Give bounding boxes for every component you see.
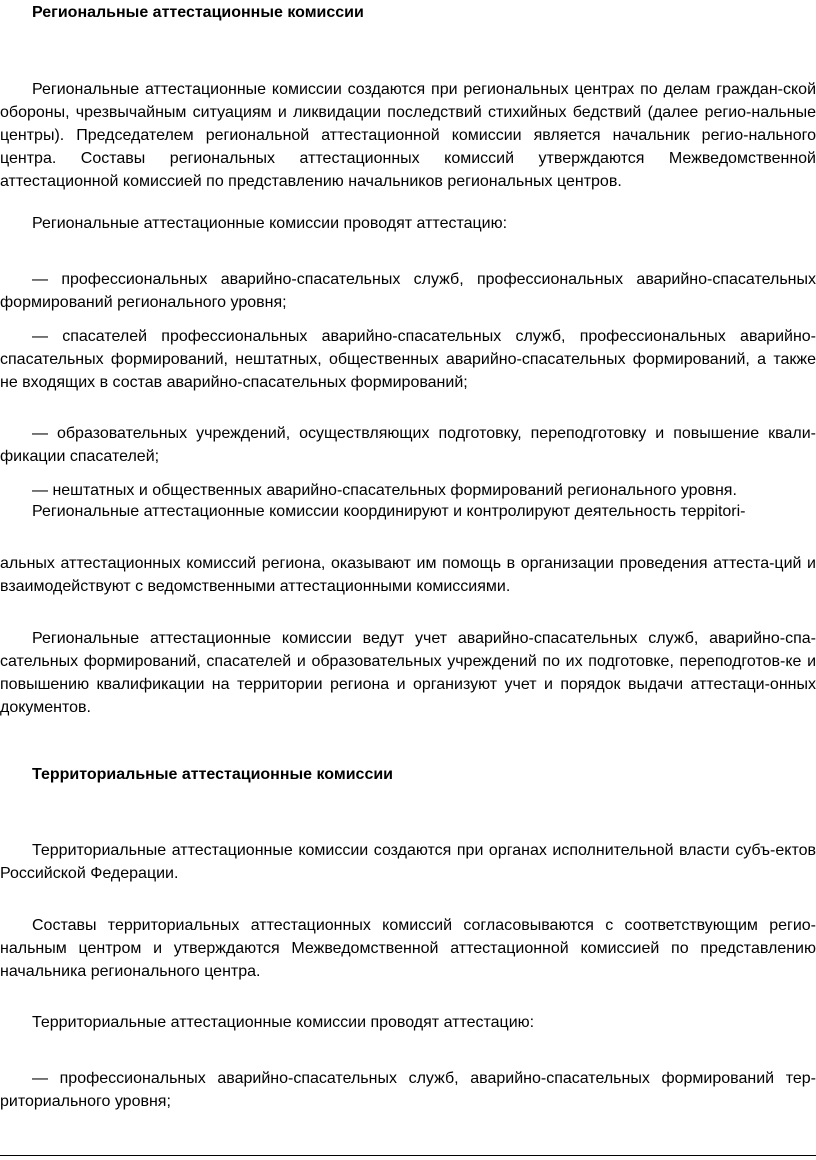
list-item-text: — профессиональных аварийно-спасательных служб, профессиональных аварийно-спасательных формирований регионального уровня; <box>0 271 816 311</box>
paragraph-regional-creation <box>0 78 816 193</box>
paragraph-text: альных аттестационных комиссий региона, оказывают им помощь в организации проведения аттеста-ций и взаимодействуют с ведомственными аттестационными комиссиями. <box>0 555 816 595</box>
paragraph-territorial-composition <box>0 914 816 983</box>
paragraph-territorial-creation <box>0 839 816 885</box>
paragraph-text: Территориальные аттестационные комиссии создаются при органах исполнительной власти субъ-ектов Российской Федерации. <box>0 842 816 882</box>
paragraph-regional-coordination-start <box>0 500 816 523</box>
list-item-regional-4 <box>0 479 816 502</box>
paragraph-territorial-attest-intro <box>0 1011 816 1034</box>
list-item-text: — нештатных и общественных аварийно-спасательных формирований регионального уровня. <box>32 482 737 499</box>
paragraph-text: Территориальные аттестационные комиссии проводят аттестацию: <box>32 1014 535 1031</box>
paragraph-text: Региональные аттестационные комиссии создаются при региональных центрах по делам граждан-ской обороны, чрезвычайным ситуациям и ликвидации последствий стихийных бедствий (далее регио-нальные центры). Председателем региональной аттестационной комиссии является начальник регио-нального центра. Составы региональных аттестационных комиссий утверждаются Межведомственной аттестационной комиссией по представлению начальников региональных центров. <box>0 81 816 190</box>
list-item-regional-2 <box>0 325 816 394</box>
list-item-text: — спасателей профессиональных аварийно-спасательных служб, профессиональных аварийно-спасательных формирований, нештатных, общественных аварийно-спасательных формирований, а также не входящих в состав аварийно-спасательных формирований; <box>0 328 816 391</box>
section-heading-territorial: Территориальные аттестационные комиссии <box>32 766 394 783</box>
paragraph-text: Составы территориальных аттестационных комиссий согласовываются с соответствующим регио-нальным центром и утверждаются Межведомственной аттестационной комиссией по представлению начальника регионального центра. <box>0 917 816 980</box>
paragraph-regional-accounting <box>0 627 816 719</box>
list-item-regional-3 <box>0 422 816 468</box>
page-bottom-divider <box>0 1155 816 1156</box>
paragraph-regional-coordination-end <box>0 552 816 598</box>
paragraph-text: Региональные аттестационные комиссии проводят аттестацию: <box>32 215 508 232</box>
list-item-territorial-1 <box>0 1067 816 1113</box>
paragraph-text: Региональные аттестационные комиссии координируют и контролируют деятельность террitori- <box>32 503 746 520</box>
list-item-text: — образовательных учреждений, осуществляющих подготовку, переподготовку и повышение квали-фикации спасателей; <box>0 425 816 465</box>
list-item-regional-1 <box>0 268 816 314</box>
paragraph-regional-attest-intro <box>0 212 816 235</box>
paragraph-text: Региональные аттестационные комиссии ведут учет аварийно-спасательных служб, аварийно-спа-сательных формирований, спасателей и образовательных учреждений по их подготовке, переподготов-ке и повышению квалификации на территории региона и организуют учет и порядок выдачи аттестаци-онных документов. <box>0 630 816 716</box>
list-item-text: — профессиональных аварийно-спасательных служб, аварийно-спасательных формирований тер-риториального уровня; <box>0 1070 816 1110</box>
section-heading-regional: Региональные аттестационные комиссии <box>32 4 364 21</box>
